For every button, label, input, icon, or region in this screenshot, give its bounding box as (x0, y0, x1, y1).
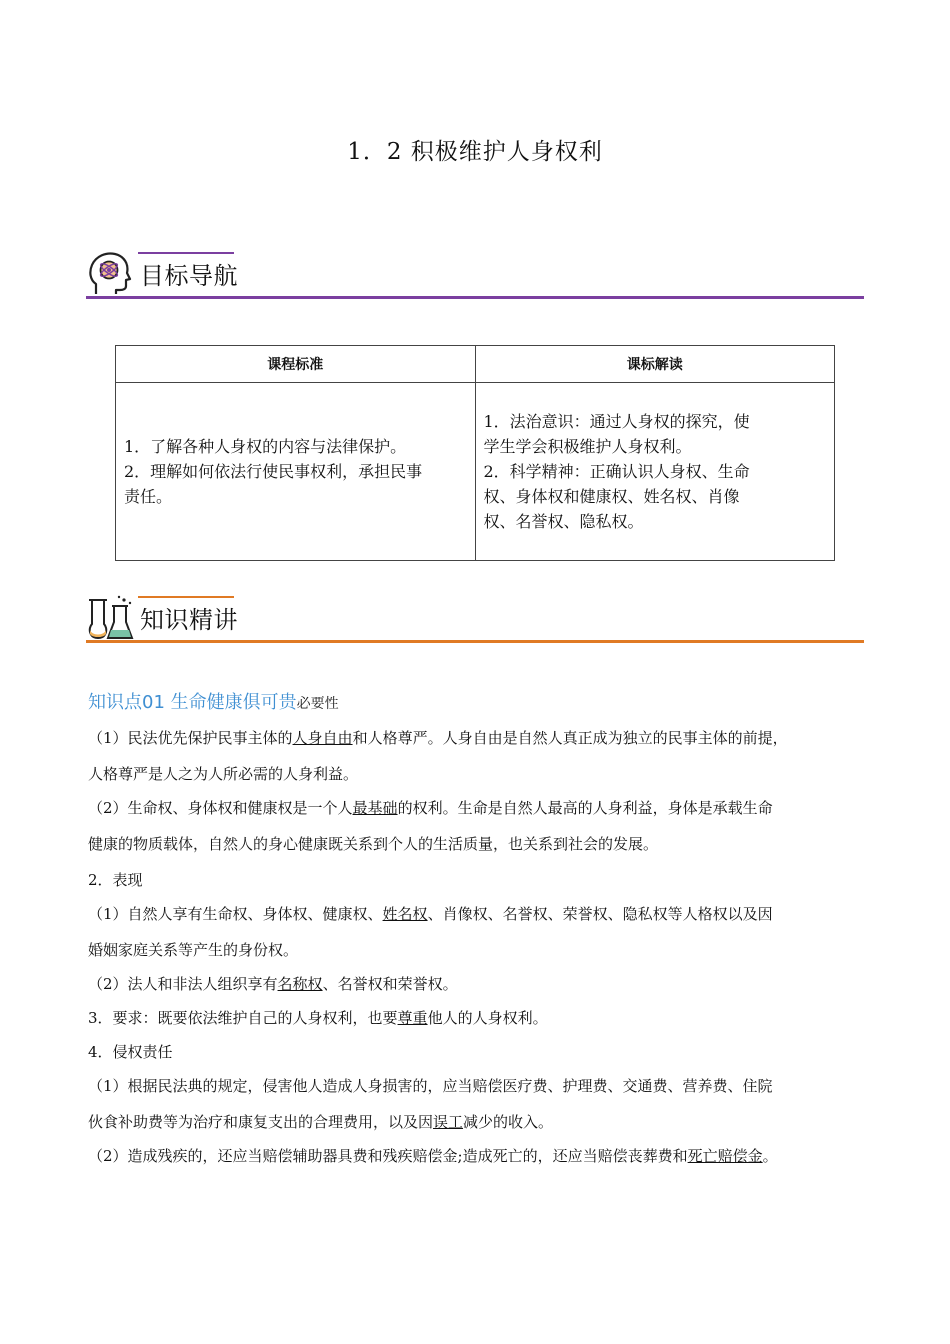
lab-flask-icon (86, 594, 134, 642)
knowledge-point-heading: 知识点01 生命健康俱可贵 (88, 692, 297, 713)
paragraph-4 (88, 966, 868, 1002)
text-run: （1）民法优先保护民事主体的 (88, 729, 293, 747)
standard-line: 1．了解各种人身权的内容与法律保护。 (124, 437, 407, 456)
course-standards-table (115, 345, 835, 561)
text-run: 4．侵权责任 (88, 1043, 173, 1061)
goal-navigation-header (86, 250, 864, 300)
paragraph-3 (88, 896, 868, 968)
section-divider (86, 296, 864, 299)
heading-4-liability (88, 1034, 868, 1070)
text-run: 人格尊严是人之为人所必需的人身利益。 (88, 765, 359, 783)
text-run: 伙食补助费等为治疗和康复支出的合理费用，以及因 (88, 1113, 434, 1131)
knowledge-point-suffix: 必要性 (296, 696, 339, 712)
text-run: 他人的人身权利。 (427, 1009, 548, 1027)
text-run: （1）自然人享有生命权、身体权、健康权、 (88, 905, 383, 923)
table-header-reading: 课标解读 (475, 346, 835, 383)
underlined-term: 死亡赔偿金 (687, 1147, 763, 1165)
standard-cell (116, 383, 476, 561)
text-run: （2）生命权、身体权和健康权是一个人 (88, 799, 353, 817)
paragraph-7 (88, 1138, 868, 1174)
brain-head-icon (86, 250, 134, 298)
text-run: （1）根据民法典的规定，侵害他人造成人身损害的，应当赔偿医疗费、护理费、交通费、营养费、住院 (88, 1077, 773, 1095)
underlined-term: 误工 (433, 1113, 464, 1131)
underlined-term: 人身自由 (292, 729, 353, 747)
reading-line: 学生学会积极维护人身权利。 (483, 437, 692, 456)
paragraph-1 (88, 720, 868, 792)
paragraph-6 (88, 1068, 868, 1140)
paragraph-5 (88, 1000, 868, 1036)
reading-line: 权、名誉权、隐私权。 (483, 512, 644, 531)
table-header-standard: 课程标准 (116, 346, 476, 383)
reading-line: 1．法治意识：通过人身权的探究，使 (483, 412, 750, 431)
document-title: 1．2 积极维护人身权利 (347, 139, 603, 165)
knowledge-point-title (88, 688, 339, 714)
reading-cell (475, 383, 835, 561)
paragraph-2 (88, 790, 868, 862)
knowledge-header (86, 594, 864, 644)
section-title: 知识精讲 (140, 606, 238, 634)
standard-line: 2．理解如何依法行使民事权利，承担民事 (124, 462, 423, 481)
underlined-term: 姓名权 (382, 905, 428, 923)
section-accent-line (138, 596, 234, 598)
reading-line: 权、身体权和健康权、姓名权、肖像 (483, 487, 740, 506)
text-run: 2．表现 (88, 871, 143, 889)
heading-2-display (88, 862, 868, 898)
underlined-term: 最基础 (352, 799, 398, 817)
text-run: 。 (762, 1147, 778, 1165)
section-divider (86, 640, 864, 643)
standard-line: 责任。 (124, 487, 173, 506)
text-run: 减少的收入。 (463, 1113, 554, 1131)
text-run: （2）法人和非法人组织享有 (88, 975, 278, 993)
text-run: 的权利。生命是自然人最高的人身利益，身体是承载生命 (397, 799, 773, 817)
section-title: 目标导航 (140, 262, 238, 290)
reading-line: 2．科学精神：正确认识人身权、生命 (483, 462, 750, 481)
text-run: 、名誉权和荣誉权。 (322, 975, 458, 993)
underlined-term: 名称权 (277, 975, 323, 993)
text-run: （2）造成残疾的，还应当赔偿辅助器具费和残疾赔偿金;造成死亡的，还应当赔偿丧葬费和 (88, 1147, 688, 1165)
text-run: 3．要求：既要依法维护自己的人身权利，也要 (88, 1009, 398, 1027)
text-run: 健康的物质载体，自然人的身心健康既关系到个人的生活质量，也关系到社会的发展。 (88, 835, 659, 853)
section-accent-line (138, 252, 234, 254)
text-run: 、肖像权、名誉权、荣誉权、隐私权等人格权以及因 (427, 905, 773, 923)
text-run: 和人格尊严。人身自由是自然人真正成为独立的民事主体的前提， (352, 729, 788, 747)
text-run: 婚姻家庭关系等产生的身份权。 (88, 941, 299, 959)
underlined-term: 尊重 (397, 1009, 428, 1027)
